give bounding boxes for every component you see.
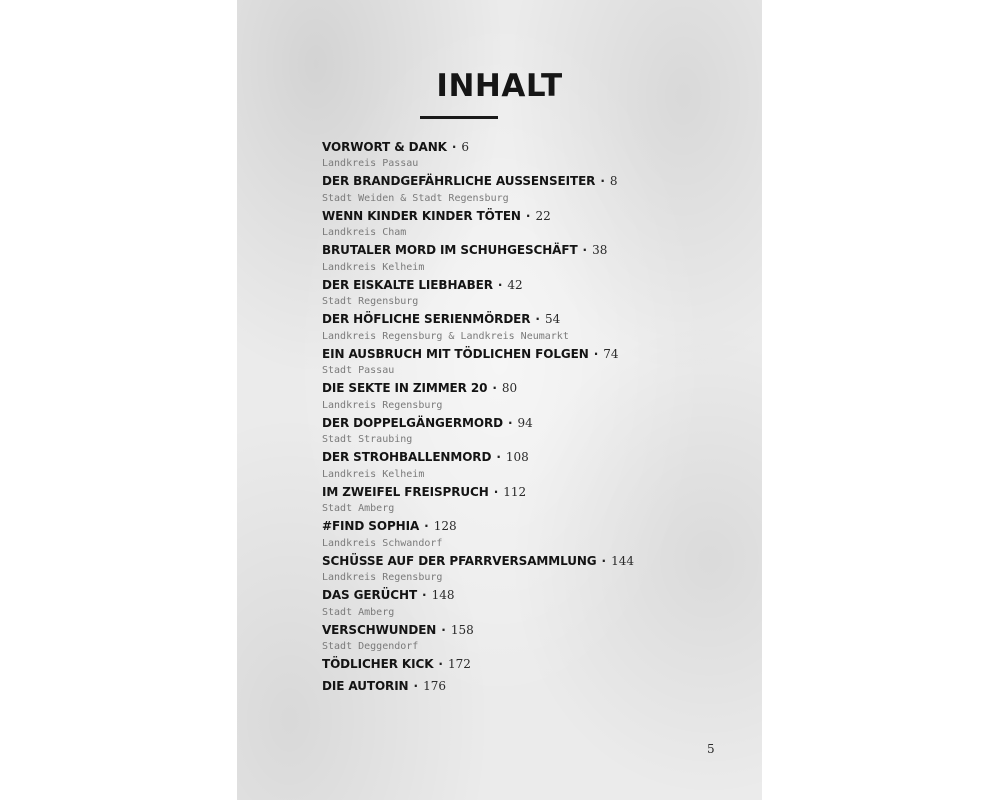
toc-entry [322,295,742,330]
toc-entry-title: WENN KINDER KINDER TÖTEN [322,208,521,223]
toc-entry-title: DER EISKALTE LIEBHABER [322,277,493,292]
toc-entry-line [322,205,742,227]
toc-entry [322,261,742,296]
toc-entry-separator: · [441,622,446,637]
toc-entry [322,537,742,572]
toc-entry-title: VORWORT & DANK [322,140,447,154]
toc-entry-page: 108 [505,450,529,464]
toc-entry-separator: · [582,243,588,257]
toc-entry-region: Stadt Amberg [322,503,395,514]
page-title: INHALT [436,68,563,104]
toc-entry-separator: · [424,519,429,533]
toc-entry-title: #FIND SOPHIA [322,519,420,533]
toc-entry-page: 54 [544,312,561,326]
toc-entry-title: VERSCHWUNDEN [322,622,437,637]
table-of-contents [322,136,742,696]
toc-entry-region: Stadt Deggendorf [322,641,419,652]
toc-entry-title: DAS GERÜCHT [322,588,418,602]
toc-entry-page: 94 [517,415,533,430]
toc-entry [322,433,742,468]
toc-entry-line [322,136,742,157]
toc-entry-separator: · [497,277,503,292]
toc-entry-separator: · [525,208,531,223]
toc-entry-separator: · [593,346,599,361]
toc-entry-title: SCHÜSSE AUF DER PFARRVERSAMMLUNG [322,553,597,568]
toc-entry-page: 172 [447,657,471,671]
toc-entry [322,157,742,192]
toc-entry [322,606,742,641]
toc-entry-separator: · [601,553,607,568]
toc-entry-region: Stadt Amberg [322,606,395,618]
toc-entry [322,330,742,365]
toc-entry-page: 42 [507,277,523,292]
toc-entry-separator: · [422,588,427,602]
toc-entry-line [322,377,742,399]
toc-entry-region: Landkreis Regensburg [322,572,443,583]
toc-entry-line [322,481,742,503]
toc-entry-line [322,412,742,434]
toc-entry-separator: · [493,484,499,499]
toc-entry [322,675,742,697]
toc-entry-page: 148 [431,588,455,602]
toc-entry-page: 8 [609,174,618,188]
toc-entry-separator: · [492,381,497,395]
toc-entry-region: Stadt Regensburg [322,296,419,307]
toc-entry-region: Stadt Weiden & Stadt Regensburg [322,192,509,204]
toc-entry-page: 158 [450,622,474,637]
toc-entry [322,364,742,399]
toc-entry-region: Landkreis Schwandorf [322,537,443,549]
toc-entry [322,571,742,606]
toc-entry-page: 128 [433,519,457,533]
toc-entry-title: TÖDLICHER KICK [322,657,434,671]
page-number: 5 [707,742,715,756]
toc-entry-title: BRUTALER MORD IM SCHUHGESCHÄFT [322,243,578,257]
toc-entry-separator: · [535,312,540,326]
toc-entry-separator: · [451,140,457,154]
toc-entry [322,192,742,227]
toc-entry-region: Landkreis Kelheim [322,261,425,273]
toc-entry [322,226,742,261]
toc-entry-line [322,343,742,365]
toc-entry-line [322,308,742,330]
toc-entry-line [322,515,742,537]
toc-entry-separator: · [496,450,501,464]
toc-entry-line [322,239,742,261]
toc-entry-region: Landkreis Kelheim [322,468,425,480]
toc-entry-title: DER HÖFLICHE SERIENMÖRDER [322,312,531,326]
book-page [237,0,762,800]
toc-entry [322,502,742,537]
toc-entry [322,468,742,503]
toc-entry-region: Stadt Passau [322,365,395,376]
toc-entry-page: 112 [503,484,527,499]
toc-entry-title: IM ZWEIFEL FREISPRUCH [322,484,489,499]
toc-entry-page: 38 [592,243,608,257]
toc-entry-page: 6 [461,140,470,154]
toc-entry-separator: · [507,415,513,430]
toc-entry-separator: · [438,657,443,671]
toc-entry-page: 176 [423,678,446,693]
toc-entry-page: 22 [535,208,551,223]
toc-entry-page: 74 [603,346,619,361]
toc-entry-page: 80 [501,381,518,395]
toc-entry [322,136,742,157]
toc-entry [322,399,742,434]
toc-entry-region: Stadt Straubing [322,434,413,445]
toc-entry-region: Landkreis Passau [322,158,419,169]
toc-entry-title: DIE AUTORIN [322,678,409,693]
toc-entry-separator: · [413,678,419,693]
toc-entry-title: DER DOPPELGÄNGERMORD [322,415,503,430]
toc-entry-line [322,274,742,296]
title-underline [420,116,498,119]
toc-entry-line [322,550,742,572]
toc-entry-line [322,675,742,697]
toc-entry-line [322,446,742,468]
toc-entry-line [322,619,742,641]
toc-entry-line [322,653,742,675]
toc-entry-region: Landkreis Cham [322,227,407,238]
toc-entry-region: Landkreis Regensburg [322,399,443,411]
toc-entry-title: DIE SEKTE IN ZIMMER 20 [322,381,488,395]
toc-entry-separator: · [600,174,605,188]
toc-entry-region: Landkreis Regensburg & Landkreis Neumarkt [322,330,569,342]
toc-entry-title: DER STROHBALLENMORD [322,450,492,464]
toc-entry-title: EIN AUSBRUCH MIT TÖDLICHEN FOLGEN [322,346,589,361]
toc-entry [322,640,742,675]
toc-entry-line [322,584,742,606]
toc-entry-page: 144 [611,553,635,568]
toc-entry-line [322,170,742,192]
toc-entry-title: DER BRANDGEFÄHRLICHE AUSSENSEITER [322,174,596,188]
